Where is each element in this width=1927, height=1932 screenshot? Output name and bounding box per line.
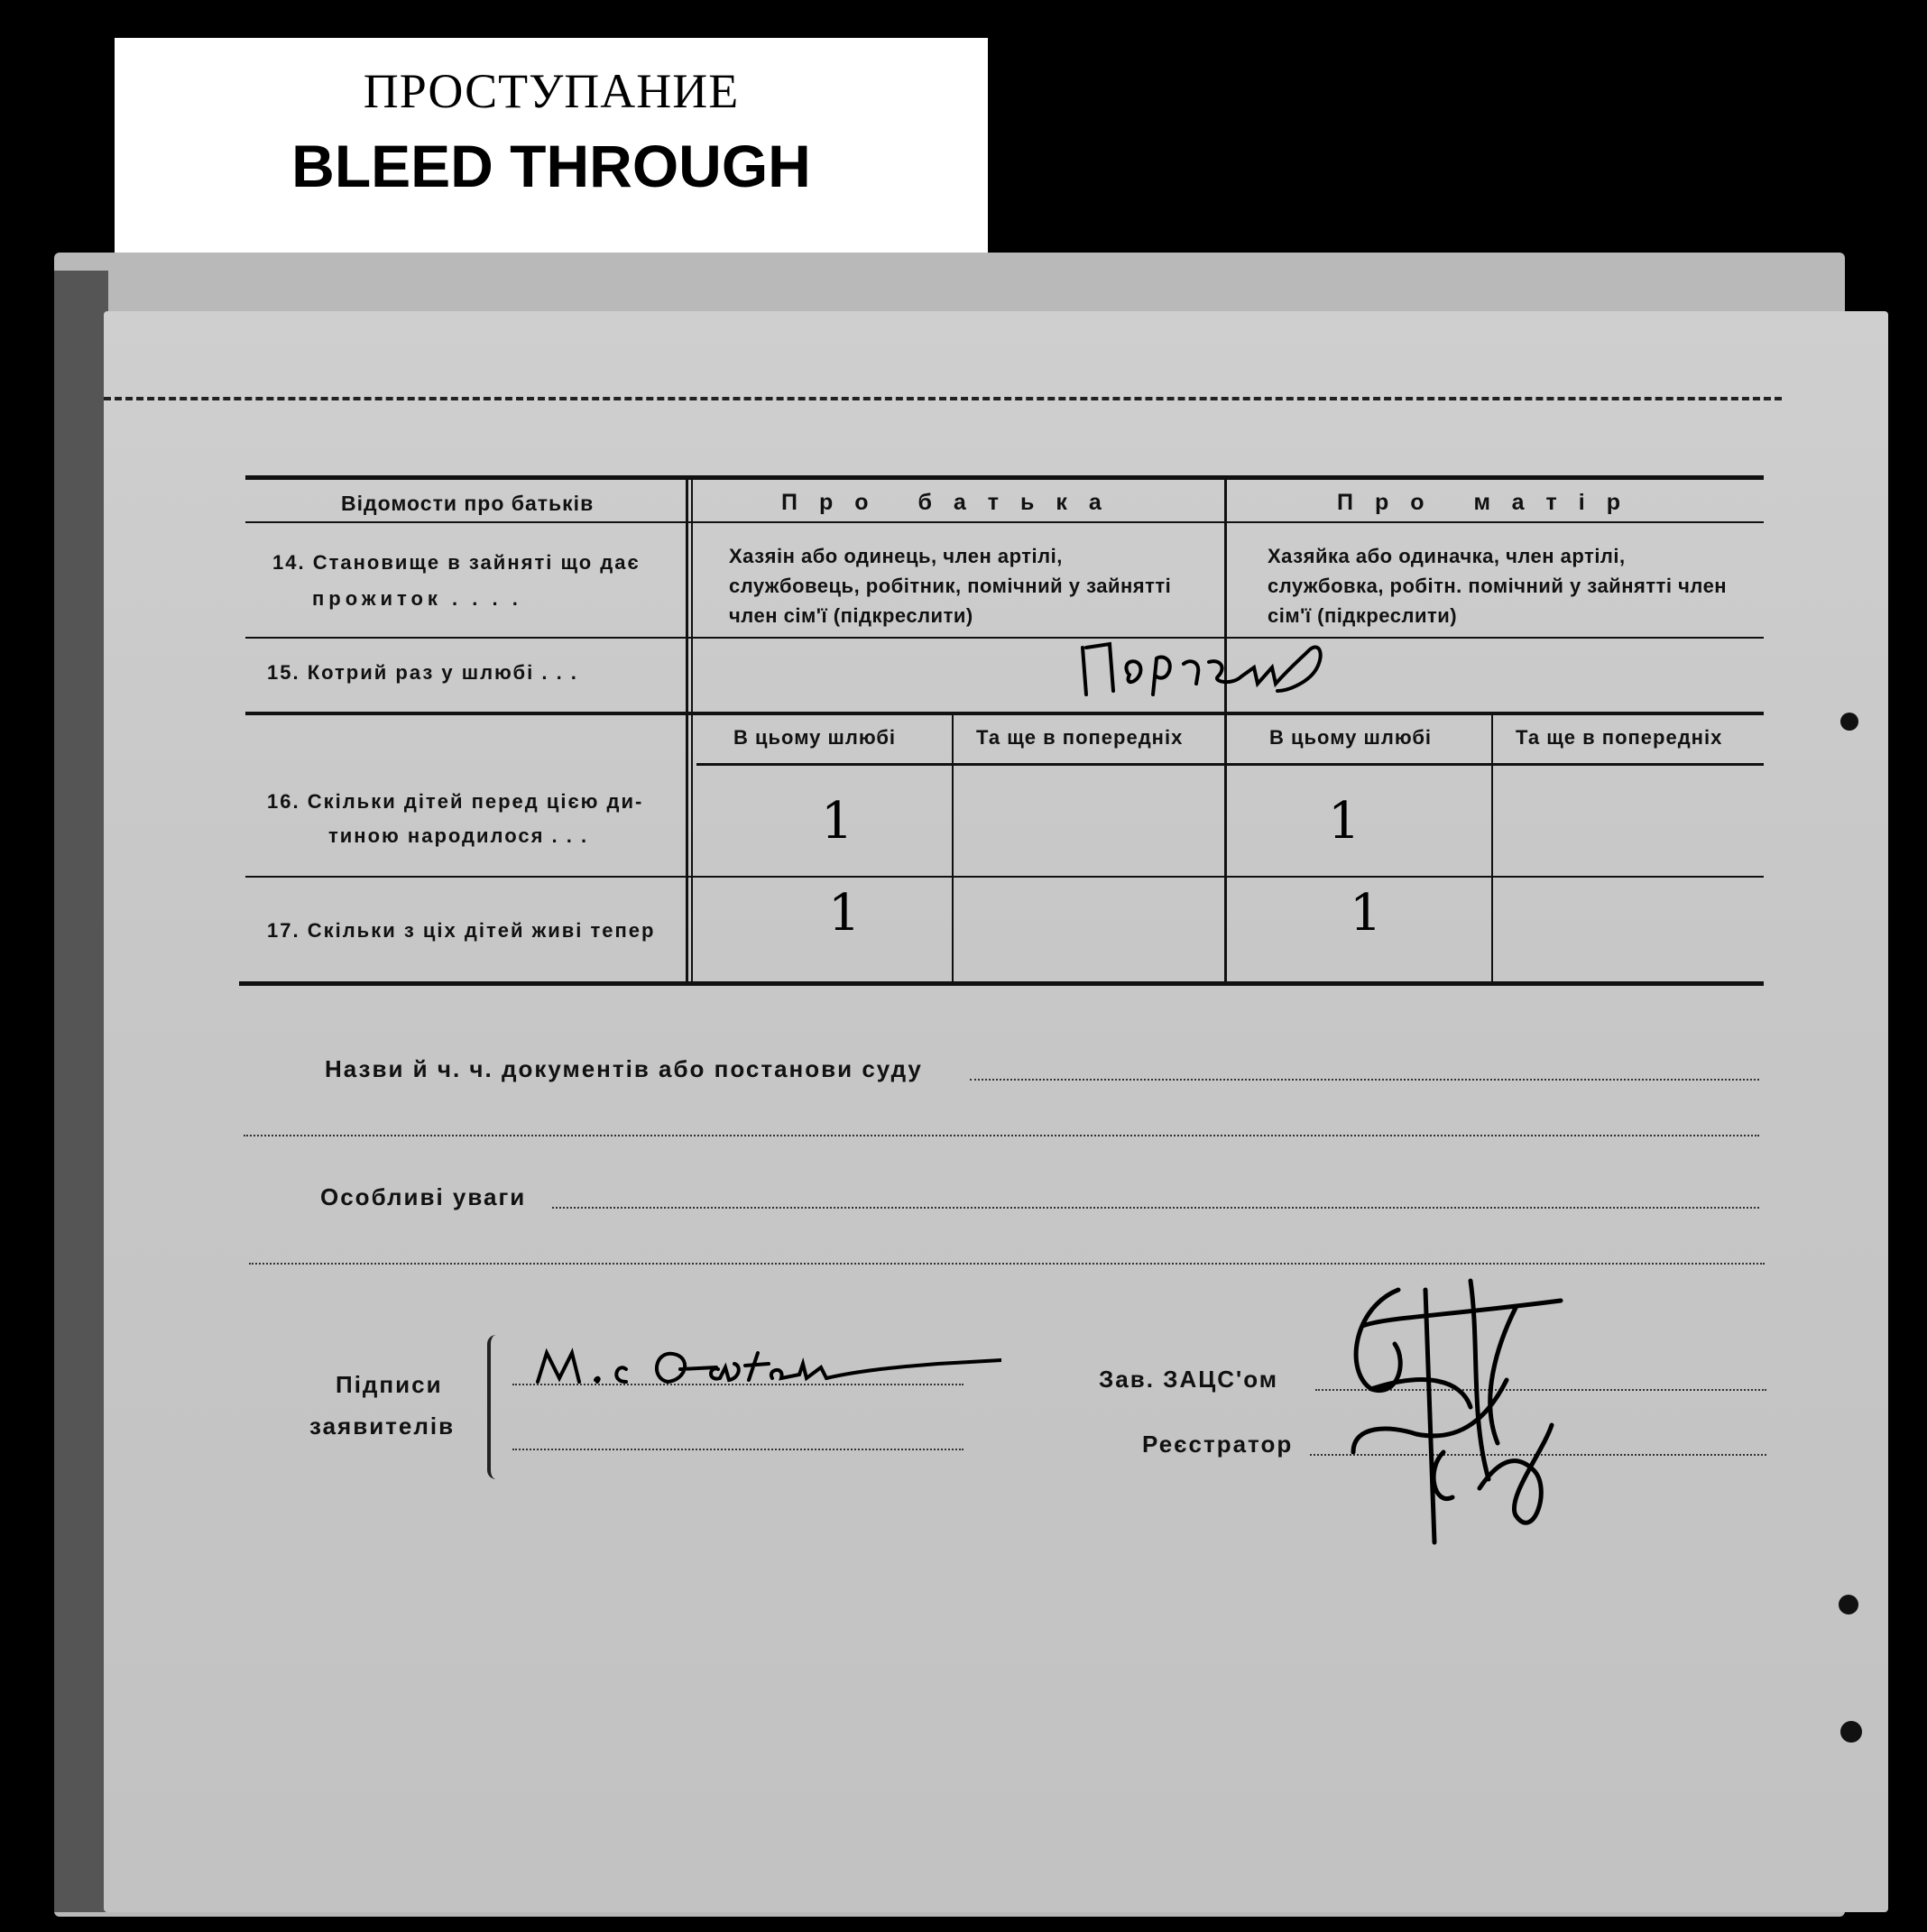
row14-label-line1: 14. Становище в зайняті що дає	[272, 551, 641, 574]
applicant-signature-line-2	[512, 1449, 964, 1450]
subheader-father-this-marriage: В цьому шлюбі	[733, 726, 897, 749]
punch-hole	[1839, 1595, 1858, 1615]
row17-mother-this-marriage: 1	[1350, 884, 1382, 943]
label-english: BLEED THROUGH	[291, 133, 811, 199]
documents-field-line	[970, 1079, 1759, 1081]
row17-father-this-marriage: 1	[828, 884, 861, 943]
row14-bottom-rule	[245, 637, 1764, 639]
header-parents-info: Відомости про батьків	[341, 492, 595, 515]
perforation-line	[104, 397, 1782, 400]
header-mother: Про матір	[1337, 490, 1642, 515]
binding-strip	[54, 271, 108, 1912]
punch-hole	[1840, 713, 1858, 731]
row14-label-line2: прожиток . . . .	[312, 587, 522, 610]
col-divider-mother-sub	[1491, 715, 1493, 983]
subheader-rule	[696, 763, 1764, 766]
row14-mother-options: Хазяйка або одиначка, член артілі, службовка, робітн. помічний у зайнятті член сім'ї (підкреслити)	[1268, 545, 1728, 627]
table-bottom-rule	[239, 981, 1764, 986]
row17-label: 17. Скільки з ціх дітей живі тепер	[267, 919, 656, 942]
col-divider-father-sub	[952, 715, 954, 983]
col-divider-main	[686, 475, 688, 983]
remarks-field-line-2	[249, 1263, 1765, 1265]
row16-mother-this-marriage: 1	[1328, 792, 1360, 851]
row14-father-options: Хазяін або одинець, член артілі, службовець, робітник, помічний у зайнятті член сім'ї (підкреслити)	[729, 545, 1172, 627]
applicants-brace	[487, 1335, 509, 1479]
applicants-signatures-label-line1: Підписи	[336, 1371, 443, 1398]
header-father: Про батька	[781, 490, 1123, 515]
subheader-father-previous: Та ще в попередніх	[976, 726, 1184, 749]
bleed-through-label-card	[115, 38, 988, 263]
documents-field-label: Назви й ч. ч. документів або постанови суду	[325, 1055, 923, 1082]
applicants-signatures-label-line2: заявителів	[309, 1412, 456, 1440]
table-top-rule	[245, 475, 1764, 480]
remarks-field-line	[552, 1207, 1759, 1209]
row16-label-line2: тиною народилося . . .	[328, 824, 589, 847]
row16-label-line1: 16. Скільки дітей перед цією ди-	[267, 790, 644, 813]
head-zags-label: Зав. ЗАЦС'ом	[1099, 1366, 1278, 1393]
official-signature-mark	[1335, 1272, 1570, 1560]
documents-field-line-2	[244, 1135, 1759, 1136]
row15-handwritten-value	[1074, 631, 1344, 704]
col-divider-main-2	[691, 475, 693, 983]
applicant-handwritten-signature	[532, 1342, 1001, 1396]
subheader-mother-previous: Та ще в попередніх	[1516, 726, 1723, 749]
row15-bottom-rule	[245, 712, 1764, 715]
remarks-field-label: Особливі уваги	[320, 1183, 527, 1210]
label-russian: ПРОСТУПАНИЕ	[363, 64, 740, 118]
subheader-mother-this-marriage: В цьому шлюбі	[1269, 726, 1433, 749]
punch-hole	[1840, 1721, 1862, 1743]
col-divider-mid	[1224, 475, 1227, 983]
row16-father-this-marriage: 1	[821, 792, 853, 851]
row16-bottom-rule	[245, 876, 1764, 878]
registrar-label: Реєстратор	[1142, 1431, 1294, 1458]
table-header-rule	[245, 521, 1764, 523]
row15-label: 15. Котрий раз у шлюбі . . .	[267, 661, 578, 684]
